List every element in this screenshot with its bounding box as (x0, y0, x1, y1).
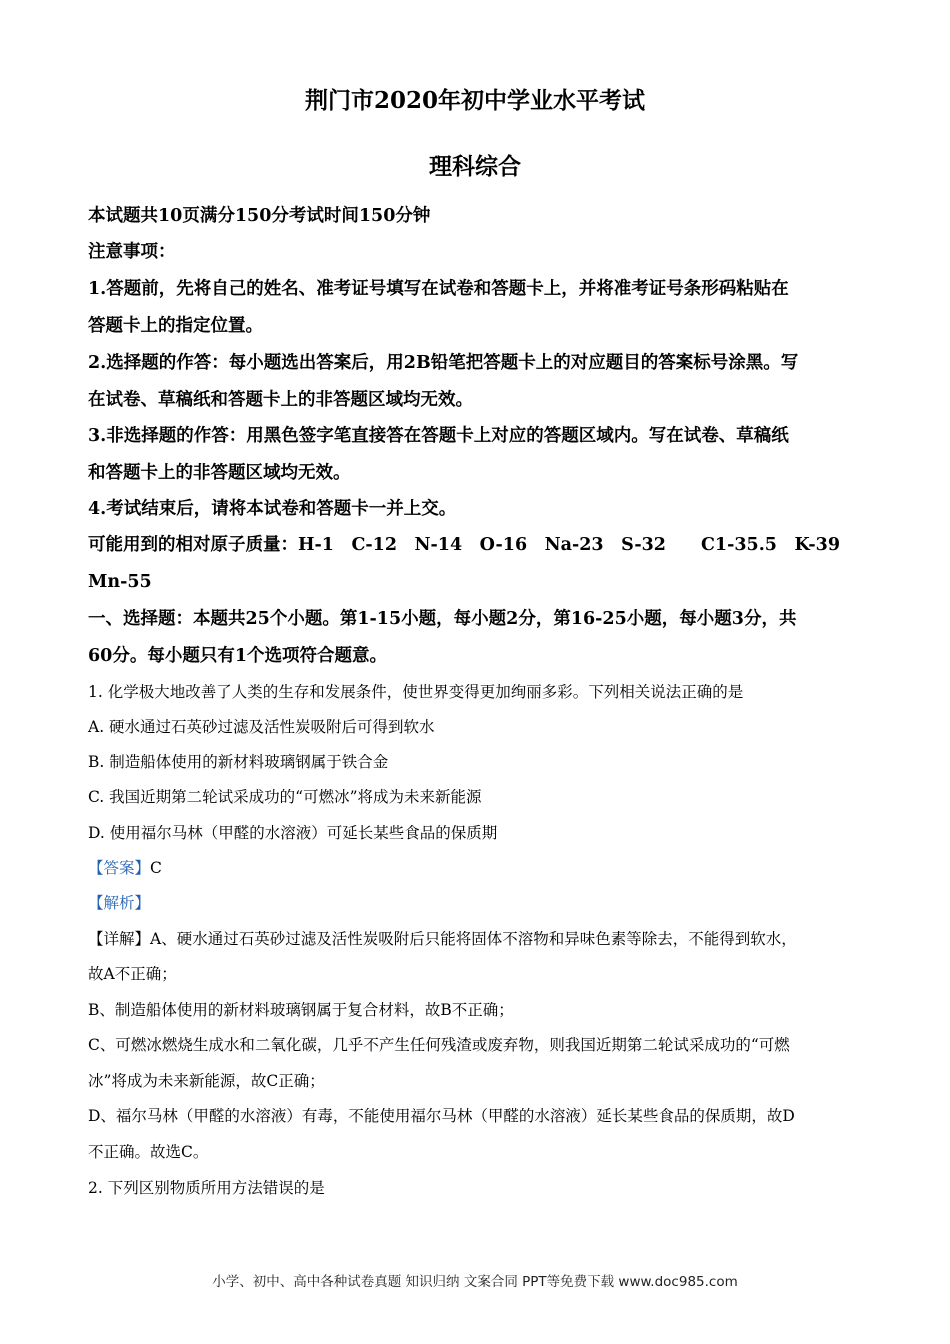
detail-line-2: 故A不正确； (88, 965, 177, 983)
page-footer: 小学、初中、高中各种试卷真题 知识归纳 文案合同 PPT等免费下载 www.doc985.com (212, 1274, 738, 1290)
option-b: B. 制造船体使用的新材料玻璃钢属于铁合金 (88, 753, 389, 771)
exam-subtitle: 理科综合 (429, 153, 521, 180)
detail-line-3: B、制造船体使用的新材料玻璃钢属于复合材料，故B不正确； (88, 1001, 514, 1019)
option-c: C. 我国近期第二轮试采成功的“可燃冰”将成为未来新能源 (88, 788, 482, 806)
detail-line-7: 不正确。故选C。 (88, 1143, 209, 1161)
notice-1-cont: 答题卡上的指定位置。 (88, 316, 263, 336)
notice-3: 3.非选择题的作答：用黑色签字笔直接答在答题卡上对应的答题区域内。写在试卷、草稿纸 (88, 426, 789, 446)
section-heading-cont: 60分。每小题只有1个选项符合题意。 (88, 646, 388, 666)
atomic-masses-cont: Mn-55 (88, 572, 152, 592)
notice-1: 1.答题前，先将自己的姓名、准考证号填写在试卷和答题卡上，并将准考证号条形码粘贴在 (88, 279, 789, 299)
atomic-masses: 可能用到的相对原子质量：H-1 C-12 N-14 O-16 Na-23 S-32 C1-35.5 K-39 (88, 535, 841, 555)
answer-value: C (150, 859, 162, 877)
notice-2-cont: 在试卷、草稿纸和答题卡上的非答题区域均无效。 (88, 390, 473, 410)
exam-info: 本试题共10页满分150分考试时间150分钟 (88, 206, 431, 226)
detail-label: 【详解】 (88, 930, 151, 948)
option-d: D. 使用福尔马林（甲醛的水溶液）可延长某些食品的保质期 (88, 824, 498, 842)
detail-text: A、硬水通过石英砂过滤及活性炭吸附后只能将固体不溶物和异味色素等除去，不能得到软水， (150, 930, 797, 948)
answer-line (88, 857, 860, 879)
detail-line-5: 冰”将成为未来新能源，故C正确； (88, 1072, 325, 1090)
answer-label: 【答案】 (88, 859, 151, 877)
detail-line-6: D、福尔马林（甲醛的水溶液）有毒，不能使用福尔马林（甲醛的水溶液）延长某些食品的保质期，故D (88, 1107, 795, 1125)
detail-line-4: C、可燃冰燃烧生成水和二氧化碳，几乎不产生任何残渣或废弃物，则我国近期第二轮试采成功的“可燃 (88, 1036, 790, 1054)
analysis-label: 【解析】 (88, 894, 151, 912)
exam-title: 荆门市2020年初中学业水平考试 (304, 87, 645, 114)
notice-2: 2.选择题的作答：每小题选出答案后，用2B铅笔把答题卡上的对应题目的答案标号涂黑。写 (88, 353, 799, 373)
question-1: 1. 化学极大地改善了人类的生存和发展条件，使世界变得更加绚丽多彩。下列相关说法正确的是 (88, 683, 744, 701)
option-a: A. 硬水通过石英砂过滤及活性炭吸附后可得到软水 (88, 718, 435, 736)
notice-heading: 注意事项： (88, 242, 176, 262)
notice-3-cont: 和答题卡上的非答题区域均无效。 (88, 463, 351, 483)
detail-line-1 (88, 928, 860, 950)
section-heading: 一、选择题：本题共25个小题。第1-15小题，每小题2分，第16-25小题，每小题3分，共 (88, 609, 797, 629)
notice-4: 4.考试结束后，请将本试卷和答题卡一并上交。 (88, 499, 457, 519)
question-2: 2. 下列区别物质所用方法错误的是 (88, 1179, 325, 1197)
